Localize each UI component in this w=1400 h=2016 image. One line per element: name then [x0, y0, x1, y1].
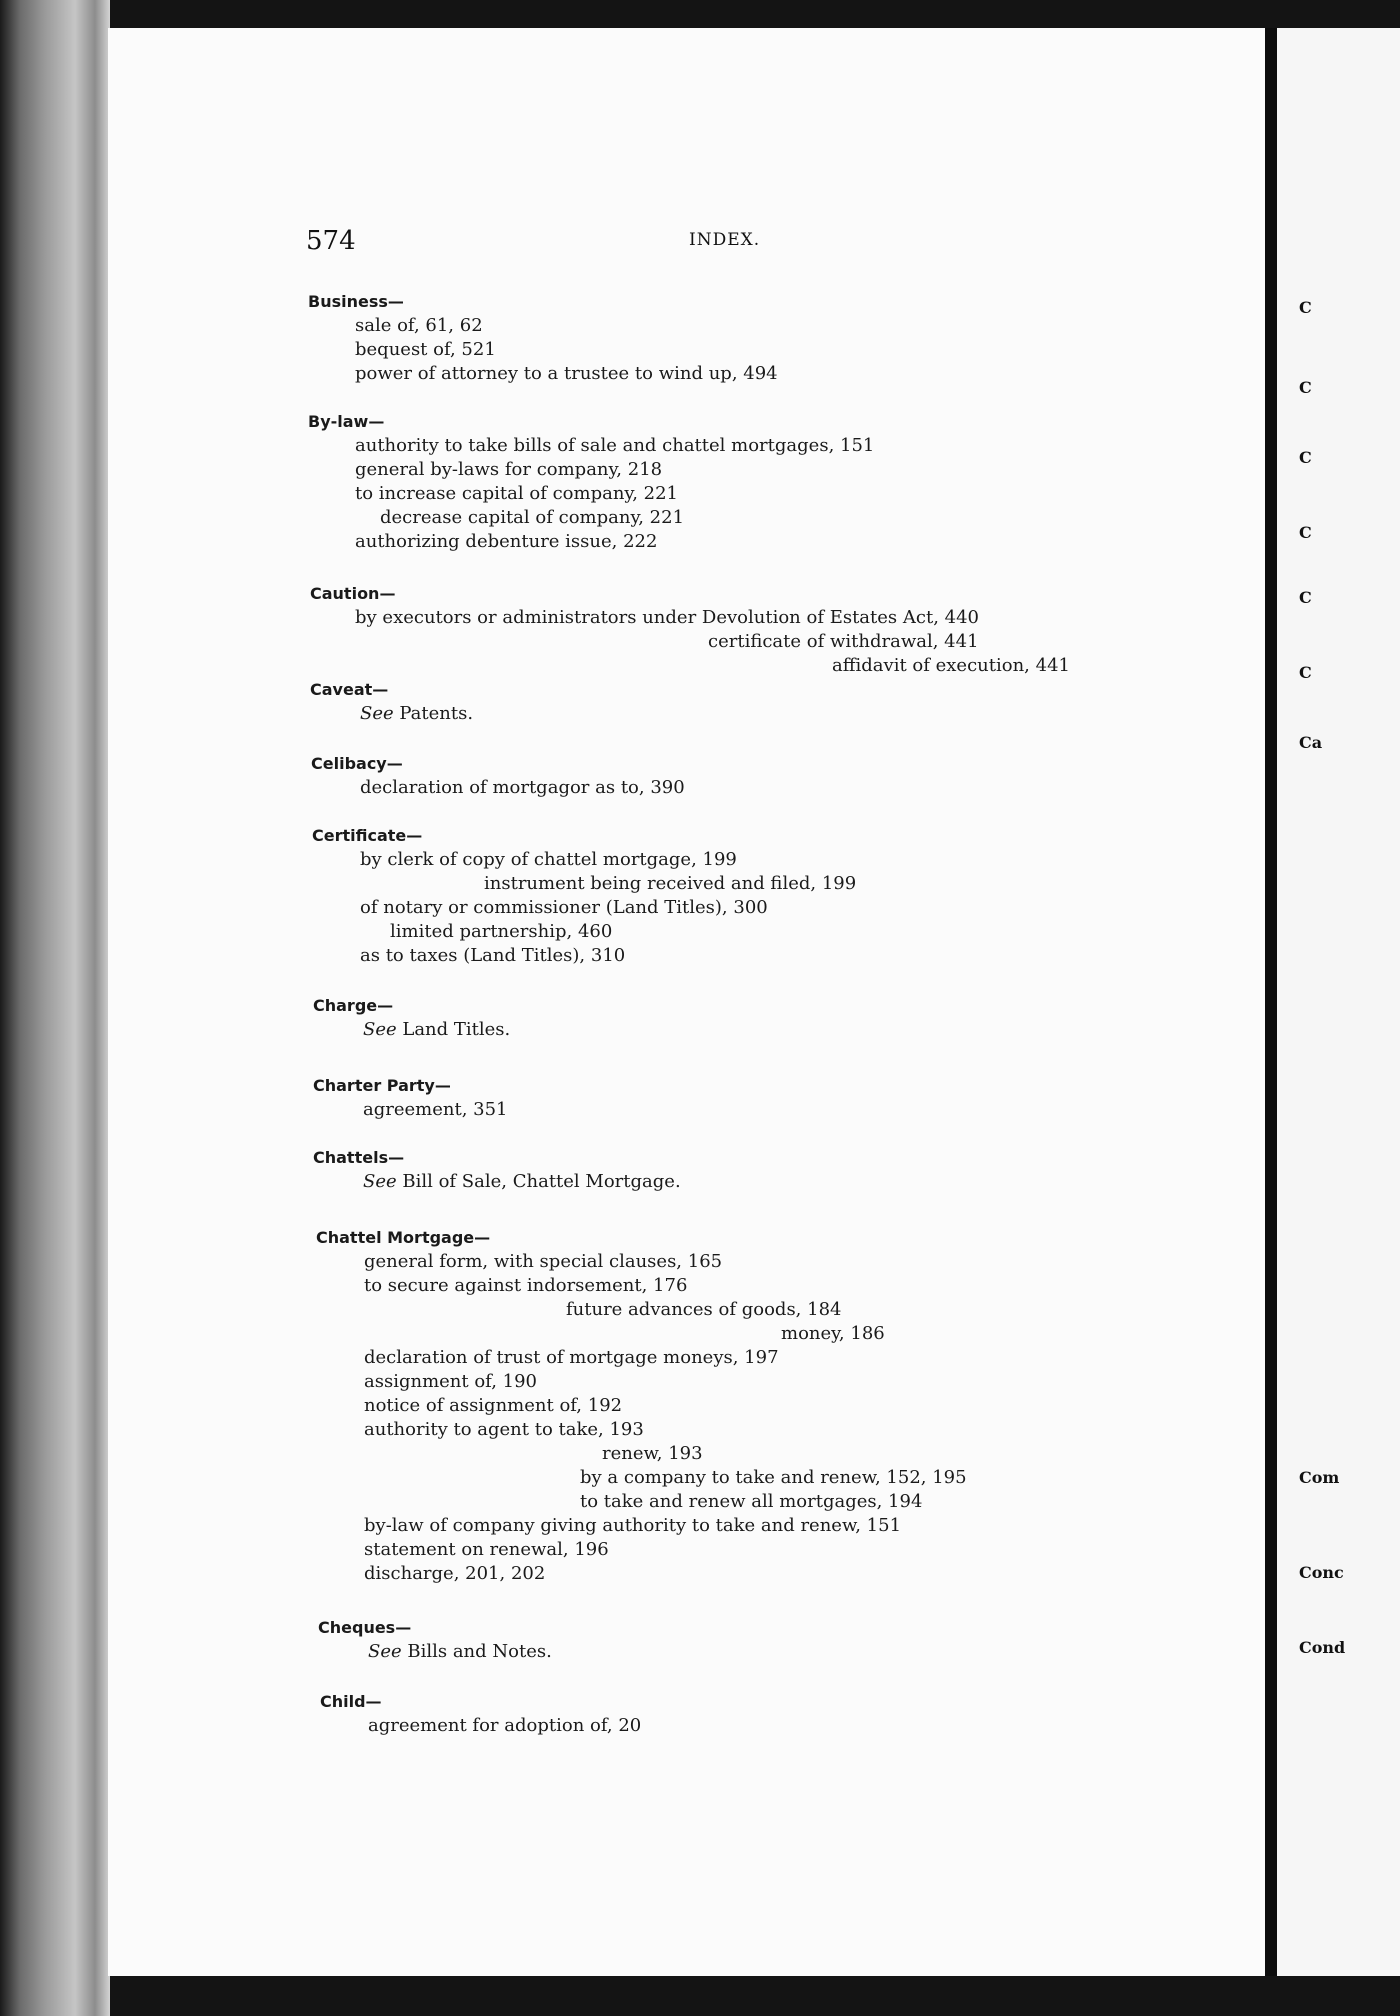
entry-line: bequest of, 521	[355, 339, 496, 360]
entry-line: by a company to take and renew, 152, 195	[580, 1467, 967, 1488]
entry-line: as to taxes (Land Titles), 310	[360, 945, 626, 966]
entry-line-text: Bill of Sale, Chattel Mortgage.	[396, 1171, 681, 1192]
entry-line: to secure against indorsement, 176	[364, 1275, 688, 1296]
entry-line: to take and renew all mortgages, 194	[580, 1491, 923, 1512]
entry-line	[363, 1170, 681, 1194]
entry-line	[360, 702, 473, 726]
entry-line: authorizing debenture issue, 222	[355, 531, 658, 552]
entry-line: statement on renewal, 196	[364, 1539, 609, 1560]
entry-line: authority to take bills of sale and chattel mortgages, 151	[355, 435, 875, 456]
entry-line: power of attorney to a trustee to wind up, 494	[355, 363, 778, 384]
entry-heading: Charter Party—	[313, 1076, 451, 1095]
entry-heading: Chattel Mortgage—	[316, 1228, 491, 1247]
entry-line: general by-laws for company, 218	[355, 459, 663, 480]
facing-page-fragment: C	[1299, 448, 1312, 467]
index-entry-chattels	[313, 1146, 681, 1194]
entry-line: authority to agent to take, 193	[364, 1419, 644, 1440]
entry-heading: Caveat—	[310, 680, 389, 699]
book-edge	[0, 0, 110, 2016]
index-entry-caution	[310, 582, 1070, 678]
entry-line: by clerk of copy of chattel mortgage, 199	[360, 849, 737, 870]
entry-heading: Charge—	[313, 996, 394, 1015]
entry-heading: By-law—	[308, 412, 385, 431]
entry-heading: Certificate—	[312, 826, 423, 845]
entry-line: money, 186	[781, 1323, 885, 1344]
entry-line: of notary or commissioner (Land Titles), 300	[360, 897, 768, 918]
index-entry-cheques	[318, 1616, 552, 1664]
entry-line: to increase capital of company, 221	[355, 483, 678, 504]
entry-line: limited partnership, 460	[390, 921, 613, 942]
index-entry-charge	[313, 994, 510, 1042]
index-entry-chattel-mortgage	[316, 1226, 967, 1586]
entry-line: affidavit of execution, 441	[832, 655, 1070, 676]
entry-heading: Child—	[320, 1692, 382, 1711]
page-gutter	[1265, 28, 1277, 1976]
entry-heading: Caution—	[310, 584, 396, 603]
entry-line: notice of assignment of, 192	[364, 1395, 623, 1416]
index-entry-certificate	[312, 824, 856, 968]
index-entry-business	[308, 290, 778, 386]
entry-line-text: Patents.	[393, 703, 474, 724]
entry-heading: Business—	[308, 292, 404, 311]
entry-line: sale of, 61, 62	[355, 315, 483, 336]
facing-page-fragment: C	[1299, 588, 1312, 607]
facing-page-fragment: C	[1299, 298, 1312, 317]
index-entry-by-law	[308, 410, 874, 554]
see-reference: See	[363, 1019, 397, 1040]
entry-line	[363, 1018, 510, 1042]
entry-heading: Chattels—	[313, 1148, 405, 1167]
entry-line: instrument being received and filed, 199	[484, 873, 857, 894]
entry-line: assignment of, 190	[364, 1371, 538, 1392]
entry-heading: Cheques—	[318, 1618, 412, 1637]
see-reference: See	[363, 1171, 397, 1192]
entry-line	[368, 1640, 552, 1664]
entry-line: by executors or administrators under Devolution of Estates Act, 440	[355, 607, 979, 628]
facing-page-fragment: Conc	[1299, 1563, 1344, 1582]
entry-line: declaration of trust of mortgage moneys, 197	[364, 1347, 779, 1368]
entry-line: renew, 193	[602, 1443, 703, 1464]
index-entry-caveat	[310, 678, 473, 726]
entry-line: decrease capital of company, 221	[380, 507, 685, 528]
index-entry-charter-party	[313, 1074, 508, 1122]
see-reference: See	[368, 1641, 402, 1662]
facing-page-fragment: C	[1299, 378, 1312, 397]
entry-heading: Celibacy—	[311, 754, 403, 773]
entry-line: declaration of mortgagor as to, 390	[360, 777, 685, 798]
facing-page-fragment: Ca	[1299, 733, 1323, 752]
see-reference: See	[360, 703, 394, 724]
facing-page-fragment: C	[1299, 523, 1312, 542]
facing-page-fragment: Com	[1299, 1468, 1340, 1487]
entry-line: agreement, 351	[363, 1099, 508, 1120]
page-header	[306, 226, 786, 256]
entry-line: by-law of company giving authority to take and renew, 151	[364, 1515, 902, 1536]
entry-line: discharge, 201, 202	[364, 1563, 546, 1584]
facing-page	[1277, 28, 1400, 1976]
running-head: INDEX.	[689, 230, 761, 250]
entry-line-text: Bills and Notes.	[401, 1641, 552, 1662]
entry-line: general form, with special clauses, 165	[364, 1251, 723, 1272]
index-entry-celibacy	[311, 752, 685, 800]
entry-line: certificate of withdrawal, 441	[708, 631, 979, 652]
facing-page-fragment: C	[1299, 663, 1312, 682]
entry-line-text: Land Titles.	[396, 1019, 511, 1040]
entry-line: future advances of goods, 184	[566, 1299, 842, 1320]
page-number: 574	[306, 226, 356, 256]
facing-page-fragment: Cond	[1299, 1638, 1346, 1657]
index-entry-child	[320, 1690, 641, 1738]
entry-line: agreement for adoption of, 20	[368, 1715, 642, 1736]
